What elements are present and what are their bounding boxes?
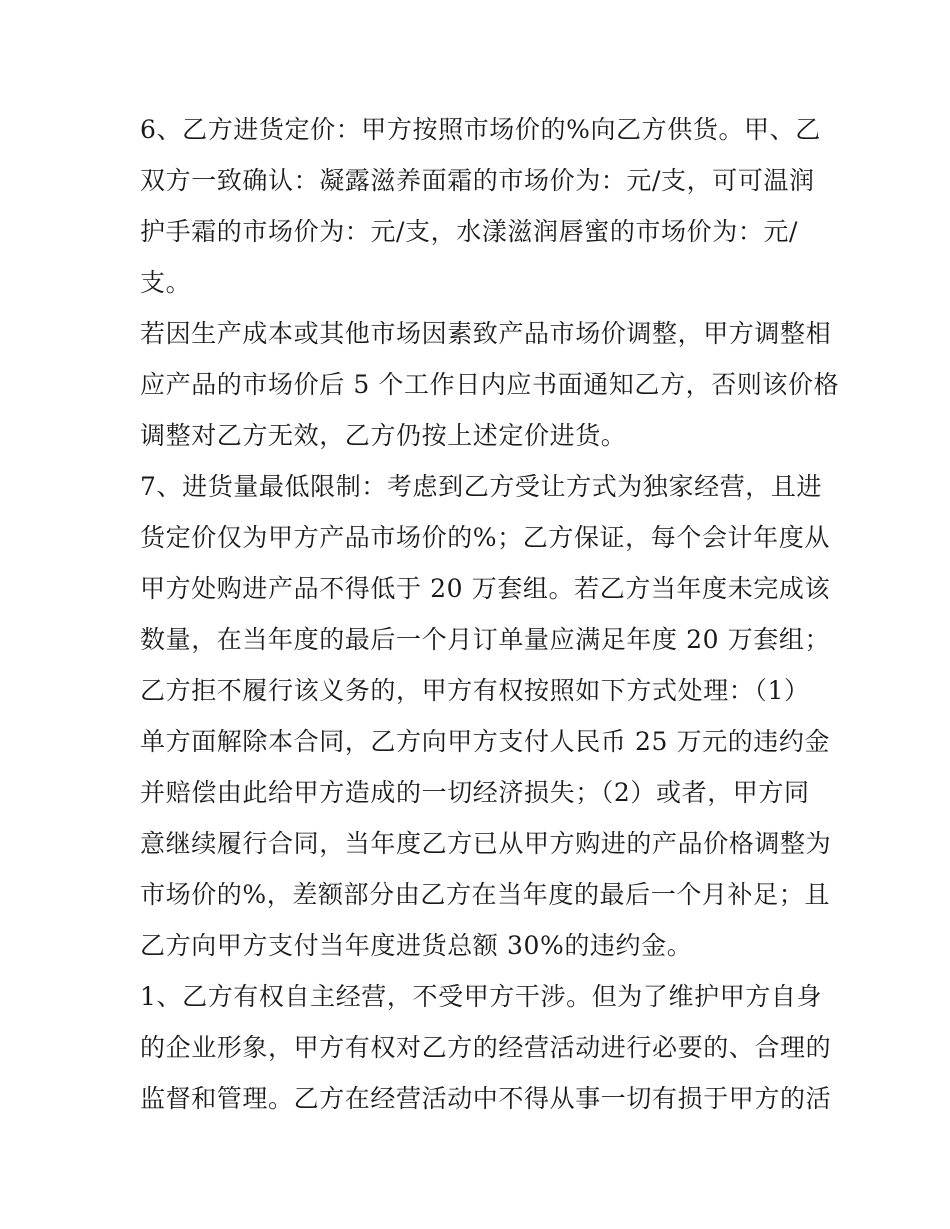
- text-line: 甲方处购进产品不得低于 20 万套组。若乙方当年度未完成该: [140, 574, 831, 603]
- text-line: 应产品的市场价后 5 个工作日内应书面通知乙方，否则该价格: [140, 370, 840, 399]
- text-line: 若因生产成本或其他市场因素致产品市场价调整，甲方调整相: [140, 319, 832, 348]
- text-line: 的企业形象，甲方有权对乙方的经营活动进行必要的、合理的: [140, 1033, 832, 1062]
- text-line: 1、乙方有权自主经营，不受甲方干涉。但为了维护甲方自身: [140, 982, 823, 1011]
- text-line: 乙方拒不履行该义务的，甲方有权按照如下方式处理：（1）: [140, 676, 810, 705]
- text-line: 7、进货量最低限制：考虑到乙方受让方式为独家经营，且进: [140, 472, 823, 501]
- text-line: 乙方向甲方支付当年度进货总额 30%的违约金。: [140, 931, 693, 960]
- text-line: 调整对乙方无效，乙方仍按上述定价进货。: [140, 421, 627, 450]
- text-line: 监督和管理。乙方在经营活动中不得从事一切有损于甲方的活: [140, 1084, 832, 1113]
- text-line: 市场价的%，差额部分由乙方在当年度的最后一个月补足；且: [140, 880, 830, 909]
- text-line: 支。: [140, 268, 192, 297]
- text-line: 6、乙方进货定价：甲方按照市场价的%向乙方供货。甲、乙: [140, 115, 821, 144]
- text-line: 数量，在当年度的最后一个月订单量应满足年度 20 万套组；: [140, 625, 831, 654]
- text-line: 货定价仅为甲方产品市场价的%；乙方保证，每个会计年度从: [140, 523, 830, 552]
- text-line: 单方面解除本合同，乙方向甲方支付人民币 25 万元的违约金: [140, 727, 831, 756]
- text-line: 意继续履行合同，当年度乙方已从甲方购进的产品价格调整为: [140, 829, 832, 858]
- text-line: 并赔偿由此给甲方造成的一切经济损失；（2）或者，甲方同: [140, 778, 810, 807]
- text-line: 护手霜的市场价为：元/支，水漾滋润唇蜜的市场价为：元/: [140, 217, 799, 246]
- text-line: 双方一致确认：凝露滋养面霜的市场价为：元/支，可可温润: [140, 166, 815, 195]
- document-body: [140, 104, 840, 1124]
